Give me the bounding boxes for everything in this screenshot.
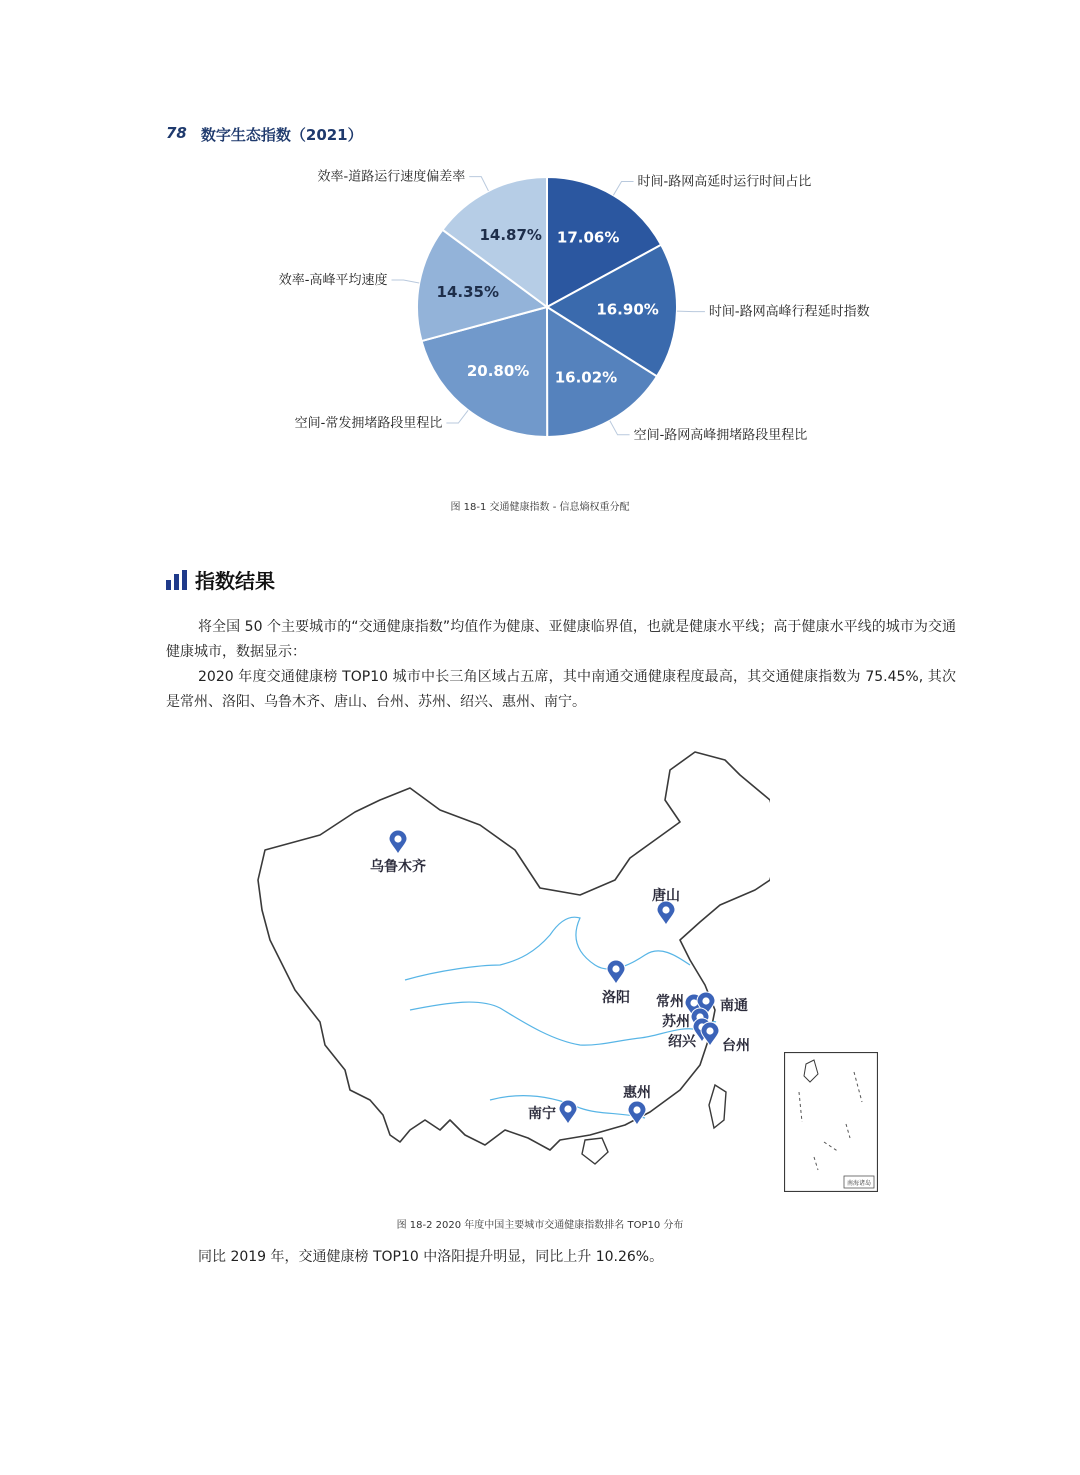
map-pin-center xyxy=(564,1105,571,1112)
pie-slice-value: 16.90% xyxy=(596,300,659,319)
pie-leader-line xyxy=(613,181,633,195)
pie-leader-line xyxy=(469,177,488,191)
inset-label: 南海诸岛 xyxy=(846,1180,872,1187)
pie-slice-label: 时间-路网高峰行程延时指数 xyxy=(708,304,870,320)
section-heading-icon xyxy=(166,570,187,590)
city-label: 洛阳 xyxy=(602,990,630,1006)
china-outline xyxy=(258,752,770,1150)
section-title: 指数结果 xyxy=(195,569,275,593)
paragraph-2: 2020 年度交通健康榜 TOP10 城市中长三角区域占五席，其中南通交通健康程度最高，其交通健康指数为 75.45%, 其次是常州、洛阳、乌鲁木齐、唐山、台州、苏州、绍兴、惠州、南宁。 xyxy=(166,669,956,710)
bottom-paragraph: 同比 2019 年，交通健康榜 TOP10 中洛阳提升明显，同比上升 10.26%。 xyxy=(198,1249,664,1265)
south-china-sea-inset xyxy=(784,1052,878,1192)
china-map xyxy=(250,740,770,1200)
city-label: 苏州 xyxy=(662,1014,690,1030)
pie-leader-line xyxy=(392,280,420,283)
map-pin-center xyxy=(662,906,669,913)
inset-frame xyxy=(785,1053,878,1192)
map-pin-center xyxy=(706,1027,713,1034)
pie-leader-line xyxy=(610,421,630,435)
figure-caption-2: 图 18-2 2020 年度中国主要城市交通健康指数排名 TOP10 分布 xyxy=(396,1220,684,1231)
pie-slice-value: 17.06% xyxy=(556,228,620,247)
pie-slice-label: 空间-路网高峰拥堵路段里程比 xyxy=(633,427,808,443)
map-pin-center xyxy=(633,1106,640,1113)
city-label: 惠州 xyxy=(623,1085,651,1101)
map-pin-center xyxy=(612,965,619,972)
taiwan-island xyxy=(709,1085,726,1128)
map-pin-center xyxy=(394,835,401,842)
pie-slice-label: 效率-高峰平均速度 xyxy=(278,273,388,289)
figure-caption-1: 图 18-1 交通健康指数 - 信息熵权重分配 xyxy=(450,502,630,513)
pie-slice-label: 效率-道路运行速度偏差率 xyxy=(317,169,466,185)
pie-leader-line xyxy=(677,311,705,312)
page-header xyxy=(166,124,363,145)
pie-slice-value: 20.80% xyxy=(466,362,530,381)
city-label: 台州 xyxy=(722,1038,750,1054)
city-label: 乌鲁木齐 xyxy=(370,859,426,875)
page-number: 78 xyxy=(166,124,187,142)
body-text xyxy=(166,615,956,715)
city-label: 南宁 xyxy=(528,1106,556,1122)
city-label: 南通 xyxy=(720,998,748,1014)
map-pin-center xyxy=(702,997,709,1004)
city-label: 绍兴 xyxy=(668,1034,696,1050)
pie-slice-value: 16.02% xyxy=(554,368,618,387)
pie-leader-line xyxy=(446,410,468,423)
city-label: 常州 xyxy=(656,994,684,1010)
paragraph-1: 将全国 50 个主要城市的“交通健康指数”均值作为健康、亚健康临界值，也就是健康水平线；高于健康水平线的城市为交通健康城市，数据显示： xyxy=(166,619,956,660)
pie-slice-value: 14.35% xyxy=(436,283,500,302)
city-label: 唐山 xyxy=(652,888,680,904)
pie-slice-value: 14.87% xyxy=(479,226,542,245)
pie-slice-label: 时间-路网高延时运行时间占比 xyxy=(637,174,812,190)
pie-slice-label: 空间-常发拥堵路段里程比 xyxy=(294,416,443,432)
section-heading xyxy=(166,565,275,594)
pie-chart xyxy=(150,160,910,460)
book-title: 数字生态指数（2021） xyxy=(200,126,363,144)
hainan-island xyxy=(582,1138,608,1164)
